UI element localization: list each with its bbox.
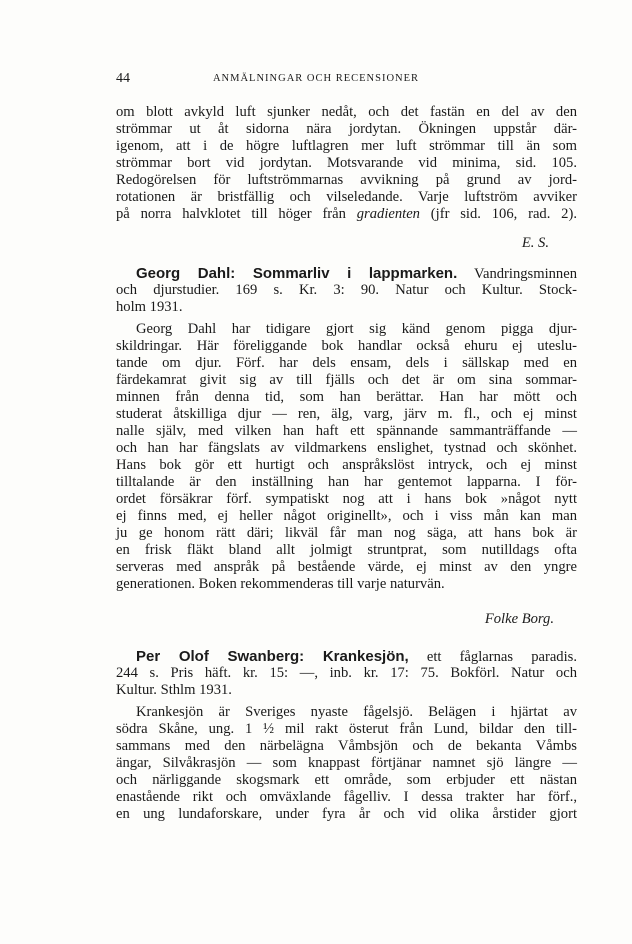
- text-line: generationen. Boken rekommenderas till varje naturvän.: [116, 576, 445, 592]
- text-line: skildringar. Här föreliggande bok handlar också ehuru ej uteslu-: [116, 338, 577, 354]
- review-title: Georg Dahl: Sommarliv i lappmarken.: [136, 265, 458, 282]
- text-line: en ung lundaforskare, under fyra år och vid olika årstider gjort: [116, 806, 577, 822]
- text-line: på norra halvklotet till höger från gradienten (jfr sid. 106, rad. 2).: [116, 206, 577, 222]
- text-line: tilltalande är den inställning han har gentemot lapparna. I för-: [116, 474, 577, 490]
- text-line: Georg Dahl har tidigare gjort sig känd genom pigga djur-: [136, 321, 577, 337]
- signature-folke-borg: Folke Borg.: [484, 611, 554, 627]
- page-number: 44: [116, 71, 130, 86]
- text-line: Krankesjön är Sveriges nyaste fågelsjö. Belägen i hjärtat av: [136, 704, 577, 720]
- text-line: serveras med anspråk på bestående värde, ej minst av den yngre: [116, 559, 577, 575]
- signature-es: E. S.: [521, 235, 549, 251]
- text-line: enastående rikt och omväxlande fågelliv. I dessa trakter har förf.,: [116, 789, 577, 805]
- text-line: rotationen är bristfällig och vilseledande. Varje luftström avviker: [116, 189, 577, 205]
- text-line: tande om djur. Förf. har dels ensam, dels i sällskap med en: [116, 355, 577, 371]
- text-line: om blott avkyld luft sjunker nedåt, och det fastän en del av den: [116, 104, 577, 120]
- text-line: och han har fängslats av vildmarkens enslighet, tystnad och skönhet.: [116, 440, 577, 456]
- review-title: Per Olof Swanberg: Krankesjön,: [136, 648, 409, 665]
- review-heading: Georg Dahl: Sommarliv i lappmarken. Vandringsminnen: [136, 265, 578, 282]
- text-line: strömmar bort vid jordytan. Motsvarande vid minima, sid. 105.: [116, 155, 577, 171]
- text-line: och närliggande skogsmark ett område, som erbjuder ett nästan: [116, 772, 577, 788]
- text-line: södra Skåne, ung. 1 ½ mil rakt österut från Lund, bildar den till-: [116, 721, 577, 737]
- text-line: sammans med den närbelägna Våmbsjön och de bekanta Våmbs: [116, 738, 577, 754]
- italic-term: gradienten: [356, 206, 420, 222]
- review-heading-line: och djurstudier. 169 s. Kr. 3: 90. Natur och Kultur. Stock-: [116, 282, 577, 298]
- text-line: minnen från denna tid, som han berättar. Han har mött och: [116, 389, 577, 405]
- text-line: en frisk fläkt bland allt jolmigt struntprat, som nutilldags ofta: [116, 542, 577, 558]
- text-line: ej finns med, ej heller något originellt», och i viss mån kan man: [116, 508, 577, 524]
- text-line: studerat åtskilliga djur — ren, älg, varg, järv m. fl., och ej minst: [116, 406, 577, 422]
- review-heading-line: holm 1931.: [116, 299, 183, 315]
- text-line: ju ge honom rätt däri; likväl får man nog säga, att hans bok är: [116, 525, 577, 541]
- review-heading-line: Kultur. Sthlm 1931.: [116, 682, 232, 698]
- review-heading-line: 244 s. Pris häft. kr. 15: —, inb. kr. 17: 75. Bokförl. Natur och: [116, 665, 577, 681]
- text-line: strömmar ut åt sidorna nära jordytan. Ökningen uppstår där-: [116, 121, 577, 137]
- text-line: igenom, att i de högre luftlagren mer luft strömmar till än som: [116, 138, 577, 154]
- running-head: ANMÄLNINGAR OCH RECENSIONER: [212, 73, 420, 84]
- text-line: ängar, Silvåkrasjön — som knappast förtjänar namnet sjö längre —: [116, 755, 577, 771]
- text-line: ordet försäkrar förf. sympatiskt nog att i hans bok »något nytt: [116, 491, 577, 507]
- text-line: Redogörelsen för luftströmmarnas avvikning på grund av jord-: [116, 172, 577, 188]
- review-heading: Per Olof Swanberg: Krankesjön, ett fåglarnas paradis.: [136, 648, 577, 665]
- text-line: nalle själv, med vilken han haft ett spännande sammanträffande —: [116, 423, 577, 439]
- text-line: Hans bok gör ett hurtigt och anspråkslöst intryck, och ej minst: [116, 457, 577, 473]
- text-line: färdekamrat givit sig av till fjälls och det är om sina sommar-: [116, 372, 577, 388]
